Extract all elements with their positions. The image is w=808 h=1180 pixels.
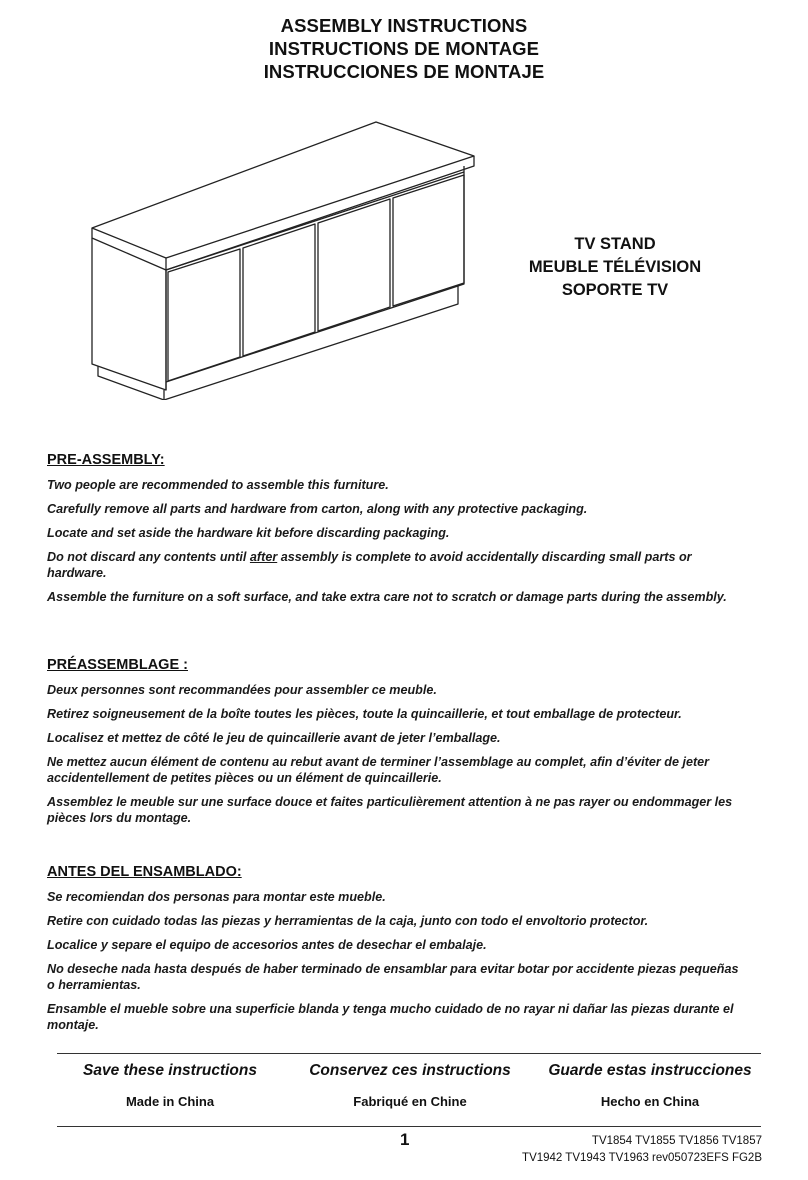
title-english: ASSEMBLY INSTRUCTIONS — [280, 15, 528, 36]
save-instructions-spanish: Guarde estas instrucciones — [548, 1062, 752, 1079]
document-title — [0, 14, 808, 83]
list-item: Deux personnes sont recommandées pour assembler ce meuble. — [47, 683, 437, 697]
door-3 — [318, 199, 390, 331]
product-name — [505, 233, 725, 302]
preassemblage-section — [47, 656, 747, 834]
door-1 — [168, 249, 240, 381]
item-text: Do not discard any contents until — [47, 550, 250, 564]
list-item: Localice y separe el equipo de accesorios antes de desechar el embalaje. — [47, 938, 487, 952]
page-number: 1 — [400, 1130, 410, 1149]
list-item — [47, 549, 747, 581]
list-item: Carefully remove all parts and hardware from carton, along with any protective packaging. — [47, 502, 588, 516]
footer-divider-bottom — [57, 1126, 761, 1127]
list-item: Two people are recommended to assemble this furniture. — [47, 478, 389, 492]
save-instructions-french: Conservez ces instructions — [309, 1062, 511, 1079]
list-item: Locate and set aside the hardware kit before discarding packaging. — [47, 526, 450, 540]
cabinet-side — [92, 238, 166, 390]
made-in-row — [50, 1094, 770, 1109]
emphasis-after: after — [249, 550, 278, 564]
section-heading-french: PRÉASSEMBLAGE : — [47, 657, 188, 673]
list-item: Ensamble el mueble sobre una superficie blanda y tenga mucho cuidado de no rayar ni dañar las piezas durante el montaje. — [47, 1002, 734, 1032]
title-spanish: INSTRUCCIONES DE MONTAJE — [263, 61, 545, 82]
list-item: Retirez soigneusement de la boîte toutes les pièces, toute la quincaillerie, et tout emballage de protecteur. — [47, 707, 682, 721]
product-name-english: TV STAND — [574, 235, 656, 253]
section-heading-english: PRE-ASSEMBLY: — [47, 452, 165, 468]
item-text: assembly is complete to avoid accidentally discarding small parts or hardware. — [47, 550, 692, 580]
product-name-spanish: SOPORTE TV — [561, 281, 669, 299]
title-french: INSTRUCTIONS DE MONTAGE — [268, 38, 540, 59]
antes-del-ensamblado-section — [47, 863, 747, 1041]
list-item: Ne mettez aucun élément de contenu au rebut avant de terminer l’assemblage au complet, afin d’éviter de jeter accidentellement de petites pièces ou un élément de quincaillerie. — [47, 755, 710, 785]
pre-assembly-section — [47, 451, 747, 613]
save-instructions-row — [50, 1062, 770, 1080]
footer-divider-top — [57, 1053, 761, 1054]
list-item: Assemblez le meuble sur une surface douce et faites particulièrement attention à ne pas rayer ou endommager les pièces lors du montage. — [47, 795, 733, 825]
door-2 — [243, 224, 315, 356]
list-item: Localisez et mettez de côté le jeu de quincaillerie avant de jeter l’emballage. — [47, 731, 501, 745]
list-item: Retire con cuidado todas las piezas y herramientas de la caja, junto con todo el envoltorio protector. — [47, 914, 649, 928]
product-name-french: MEUBLE TÉLÉVISION — [528, 258, 702, 276]
made-in-french: Fabriqué en Chine — [353, 1094, 467, 1109]
section-heading-spanish: ANTES DEL ENSAMBLADO: — [47, 864, 242, 880]
tv-stand-illustration — [86, 120, 478, 400]
cabinet-base — [98, 366, 164, 400]
list-item: Assemble the furniture on a soft surface, and take extra care not to scratch or damage parts during the assembly. — [47, 590, 727, 604]
save-instructions-english: Save these instructions — [82, 1062, 257, 1079]
model-numbers-line-1: TV1854 TV1855 TV1856 TV1857 — [591, 1135, 762, 1147]
model-numbers — [522, 1133, 762, 1167]
made-in-english: Made in China — [125, 1094, 215, 1109]
made-in-spanish: Hecho en China — [600, 1094, 700, 1109]
model-numbers-line-2: TV1942 TV1943 TV1963 rev050723EFS FG2B — [522, 1152, 762, 1164]
door-4 — [393, 175, 464, 306]
list-item: No deseche nada hasta después de haber terminado de ensamblar para evitar botar por accidente piezas pequeñas o herramientas. — [47, 962, 739, 992]
list-item: Se recomiendan dos personas para montar este mueble. — [47, 890, 386, 904]
